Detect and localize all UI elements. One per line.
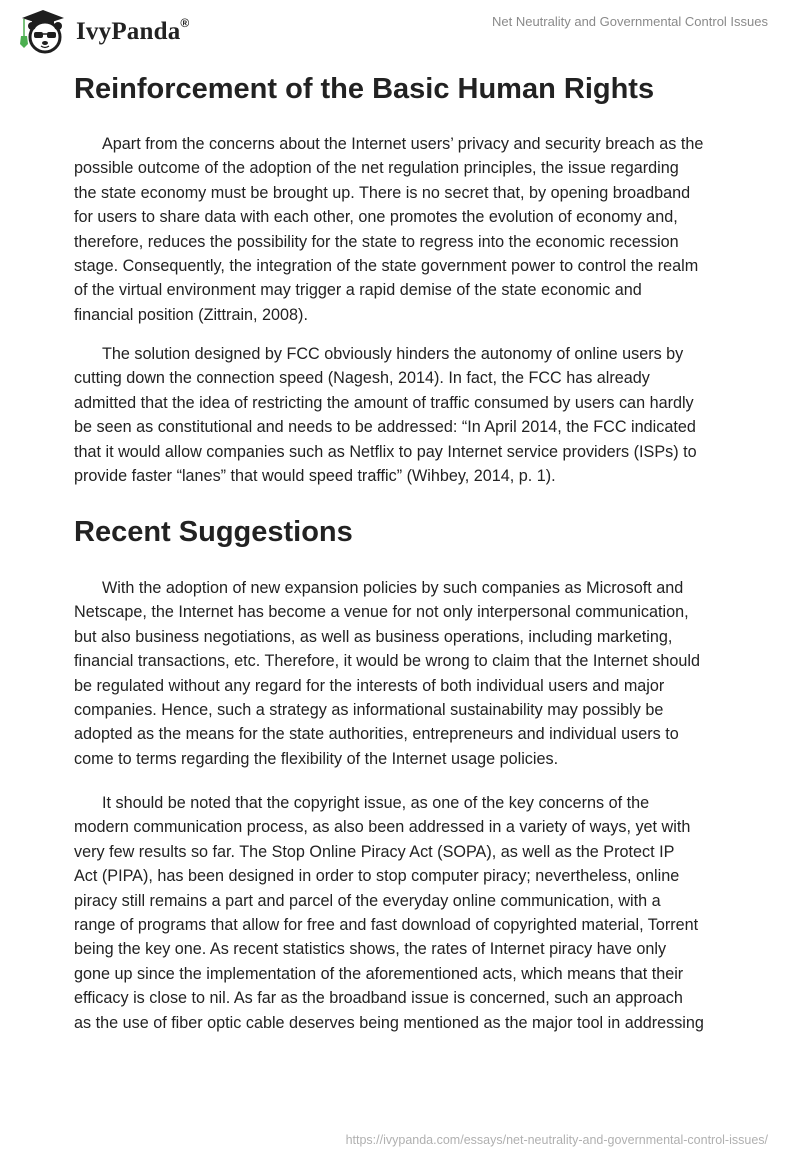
text-line: Apart from the concerns about the Internet users’ privacy and security breach as the xyxy=(102,135,704,153)
section-heading: Recent Suggestions xyxy=(74,516,353,548)
text-line: cutting down the connection speed (Nagesh, 2014). In fact, the FCC has already xyxy=(74,369,650,388)
source-url-link[interactable]: https://ivypanda.com/essays/net-neutrality-and-governmental-control-issues/ xyxy=(345,1133,768,1147)
text-line: as the use of fiber optic cable deserves being mentioned as the major tool in addressing xyxy=(74,1013,704,1032)
text-line: efficacy is close to nil. As far as the broadband issue is concerned, such an approach xyxy=(74,989,683,1008)
text-line: very few results so far. The Stop Online Piracy Act (SOPA), as well as the Protect IP xyxy=(74,842,675,861)
text-line: of the virtual environment may trigger a rapid demise of the state economic and xyxy=(74,281,642,300)
text-line: admitted that the idea of restricting the amount of traffic consumed by users can hardly xyxy=(74,393,694,412)
text-line: adopted as the means for the state authorities, entrepreneurs and individual users to xyxy=(74,725,679,744)
text-line: Netscape, the Internet has become a venue for not only interpersonal communication, xyxy=(74,603,689,622)
paragraph xyxy=(74,791,734,1035)
text-line: be regulated without any regard for the interests of both individual users and major xyxy=(74,676,665,695)
text-line: being the key one. As recent statistics shows, the rates of Internet piracy have only xyxy=(74,940,667,959)
text-line: be seen as constitutional and needs to be addressed: “In April 2014, the FCC indicated xyxy=(74,418,696,437)
section-heading: Reinforcement of the Basic Human Rights xyxy=(74,73,655,105)
text-line: gone up since the implementation of the aforementioned acts, which means that their xyxy=(74,964,684,983)
paragraph xyxy=(74,576,734,771)
text-line: therefore, reduces the possibility for the state to regress into the economic recession xyxy=(74,232,679,251)
text-line: companies. Hence, such a strategy as informational sustainability may possibly be xyxy=(74,701,664,720)
text-line: possible outcome of the adoption of the net regulation principles, the issue regarding xyxy=(74,159,679,178)
text-line: provide faster “lanes” that would speed traffic” (Wihbey, 2014, p. 1). xyxy=(74,467,556,486)
text-line: piracy still remains a part and parcel of the everyday online communication, with a xyxy=(74,891,661,910)
text-line: that it would allow companies such as Netflix to pay Internet service providers (ISPs) to xyxy=(74,442,697,461)
text-line: It should be noted that the copyright issue, as one of the key concerns of the xyxy=(102,794,650,812)
text-line: financial position (Zittrain, 2008). xyxy=(74,305,308,324)
text-line: With the adoption of new expansion policies by such companies as Microsoft and xyxy=(102,579,684,597)
text-line: financial transactions, etc. Therefore, it would be wrong to claim that the Internet should xyxy=(74,652,700,671)
text-line: the state economy must be brought up. There is no secret that, by opening broadband xyxy=(74,183,691,202)
text-line: come to terms regarding the flexibility of the Internet usage policies. xyxy=(74,749,559,768)
brand-name: IvyPanda® xyxy=(76,16,190,45)
ivypanda-logo[interactable] xyxy=(18,8,189,54)
text-line: but also business negotiations, as well as business operations, including marketing, xyxy=(74,627,673,646)
panda-graduate-icon xyxy=(18,8,68,54)
text-line: The solution designed by FCC obviously hinders the autonomy of online users by xyxy=(102,345,684,363)
text-line: Act (PIPA), has been designed in order to stop computer piracy; nevertheless, online xyxy=(74,867,680,886)
text-line: modern communication process, as also been addressed in a variety of ways, yet with xyxy=(74,818,691,837)
document-title: Net Neutrality and Governmental Control Issues xyxy=(491,14,768,29)
page-header xyxy=(0,0,800,60)
text-line: range of programs that allow for free and fast download of copyrighted material, Torrent xyxy=(74,916,699,935)
text-line: for users to share data with each other, one promotes the evolution of economy and, xyxy=(74,208,678,227)
text-line: stage. Consequently, the integration of the state government power to control the realm xyxy=(74,257,699,276)
paragraph xyxy=(74,132,734,327)
paragraph xyxy=(74,342,734,488)
